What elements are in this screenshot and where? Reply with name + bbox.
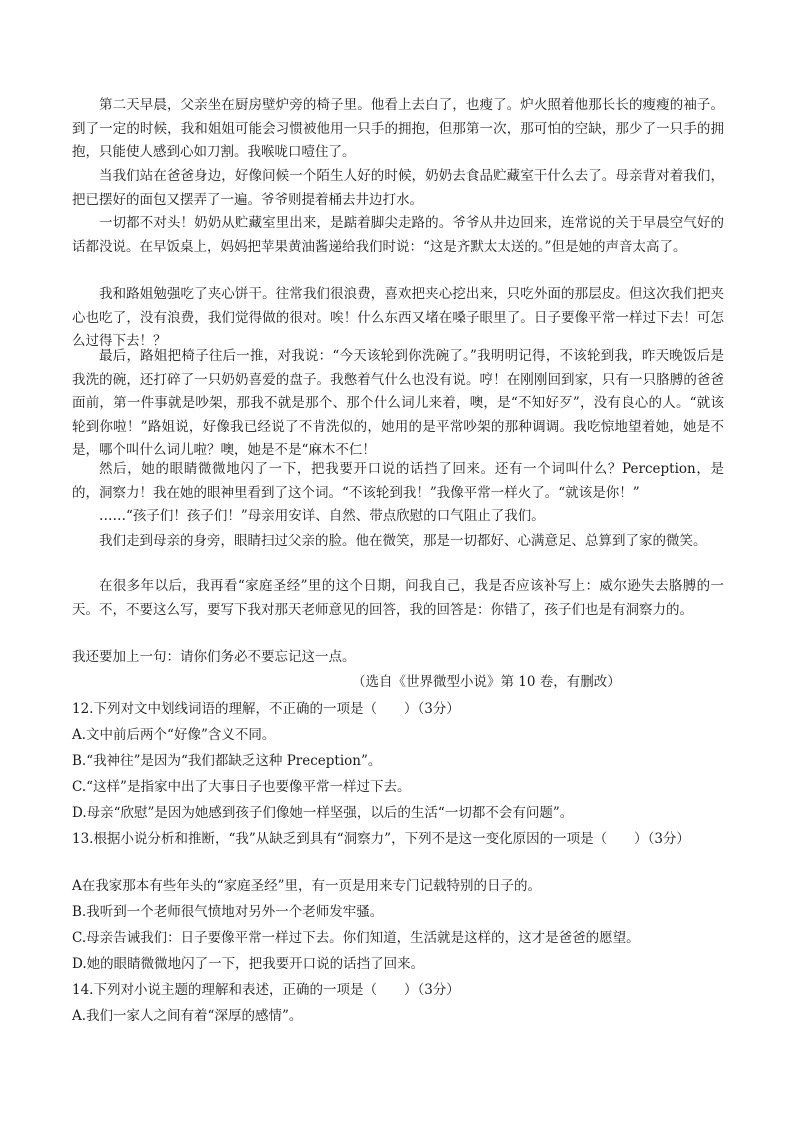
story-paragraph-8: 我们走到母亲的身旁，眼睛扫过父亲的脸。他在微笑，那是一切都好、心满意足、总算到了家的微笑。 [99,533,707,549]
story-paragraph-3: 一切都不对头！奶奶从贮藏室里出来，是踮着脚尖走路的。爷爷从井边回来，连常说的关于早晨空气好的话都没说。在早饭桌上，妈妈把苹果黄油酱递给我们时说：“这是齐默太太送的。”但是她的声音太高了。 [72,215,724,255]
question-13: 13.根据小说分析和推断，“我”从缺乏到具有“洞察力”，下列不是这一变化原因的一项是（ ）（3分） [72,831,690,847]
question-13-option-c: C.母亲告诫我们：日子要像平常一样过下去。你们知道，生活就是这样的，这才是爸爸的愿望。 [72,930,640,946]
question-12-option-a: A.文中前后两个“好像”含义不同。 [72,727,276,743]
question-12-option-b: B.“我神往”是因为“我们都缺乏这种 Preception”。 [72,753,382,769]
question-13-option-a: A在我家那本有些年头的“家庭圣经”里，有一页是用来专门记载特别的日子的。 [72,878,542,894]
story-paragraph-10: 我还要加上一句：请你们务必不要忘记这一点。 [72,649,356,665]
story-paragraph-7: ……“孩子们！孩子们！”母亲用安详、自然、带点欣慰的口气阻止了我们。 [99,508,545,524]
question-13-option-b: B.我听到一个老师很气愤地对另外一个老师发牢骚。 [72,904,384,920]
question-12-option-d: D.母亲“欣慰”是因为她感到孩子们像她一样坚强，以后的生活“一切都不会有问题”。 [72,805,574,821]
story-paragraph-5: 最后，路姐把椅子往后一推，对我说：“今天该轮到你洗碗了。”我明明记得，不该轮到我，昨天晚饭后是我洗的碗，还打碎了一只奶奶喜爱的盘子。我憋着气什么也没有说。哼！在刚刚回到家，只有一只胳膊的爸爸面前，第一件事就是吵架，那我不就是那个、那个什么词儿来着，噢，是“不知好歹”，没有良心的人。“就该轮到你啦！”路姐说，好像我已经说了不肯洗似的，她用的是平常吵架的那种调调。我吃惊地望着她，她是不是，哪个叫什么词儿啦？噢，她是不是“麻木不仁！ [72,348,724,458]
story-paragraph-2: 当我们站在爸爸身边，好像问候一个陌生人好的时候，奶奶去食品贮藏室干什么去了。母亲背对着我们，把已摆好的面包又摆弄了一遍。爷爷则提着桶去井边打水。 [72,168,724,208]
question-13-option-d: D.她的眼睛微微地闪了一下，把我要开口说的话挡了回来。 [72,956,425,972]
question-14-option-a: A.我们一家人之间有着“深厚的感情”。 [72,1008,303,1024]
story-paragraph-1: 第二天早晨，父亲坐在厨房壁炉旁的椅子里。他看上去白了，也瘦了。炉火照着他那长长的瘦瘦的袖子。到了一定的时候，我和姐姐可能会习惯被他用一只手的拥抱，但那第一次，那可怕的空缺，那少了一只手的拥抱，只能使人感到心如刀割。我喉咙口噎住了。 [72,97,724,160]
story-paragraph-4: 我和路姐勉强吃了夹心饼干。往常我们很浪费，喜欢把夹心挖出来，只吃外面的那层皮。但这次我们把夹心也吃了，没有浪费，我们觉得做的很对。唉！什么东西又堵在嗓子眼里了。日子要像平常一样过下去！可怎么过得下去！？ [72,286,724,349]
story-paragraph-6: 然后，她的眼睛微微地闪了一下，把我要开口说的话挡了回来。还有一个词叫什么？Perception，是的，洞察力！我在她的眼神里看到了这个词。“不该轮到我！”我像平常一样火了。“就该是你！” [72,461,724,501]
question-12-option-c: C.“这样”是指家中出了大事日子也要像平常一样过下去。 [72,779,411,795]
story-paragraph-9: 在很多年以后，我再看“家庭圣经”里的这个日期，问我自己，我是否应该补写上：威尔逊失去胳膊的一天。不，不要这么写，要写下我对那天老师意见的回答，我的回答是：你错了，孩子们也是有洞察力的。 [72,578,724,618]
question-12: 12.下列对文中划线词语的理解，不正确的一项是（ ）（3分） [72,701,460,717]
question-14: 14.下列对小说主题的理解和表述，正确的一项是（ ）（3分） [72,982,460,998]
source-citation: （选自《世界微型小说》第 10 卷，有删改） [352,674,621,690]
